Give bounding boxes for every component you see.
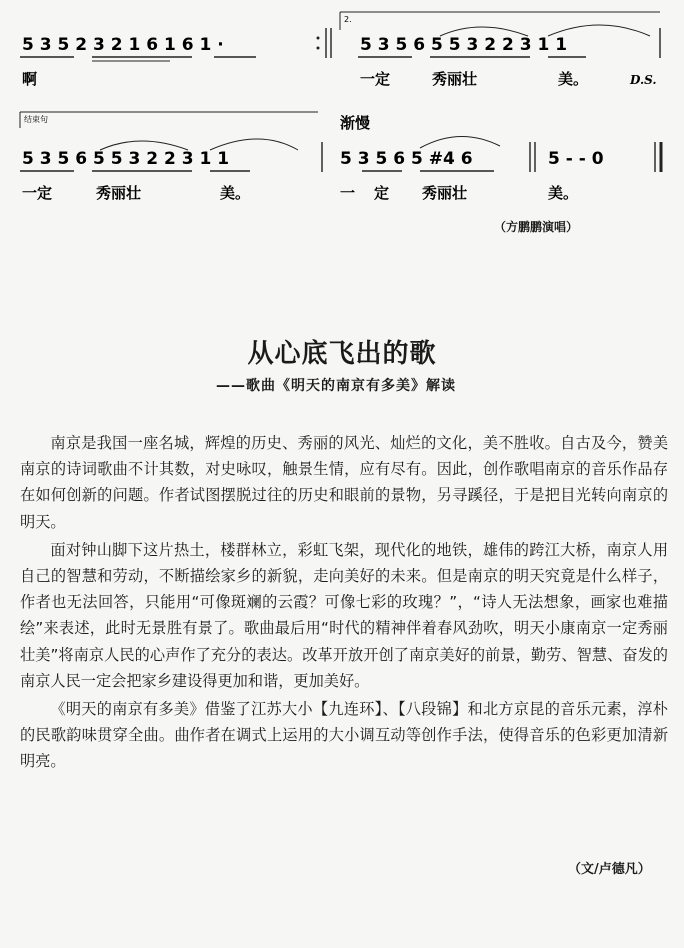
row1-lyric-a: 啊 (22, 70, 38, 88)
paragraph-3: 《明天的南京有多美》借鉴了江苏大小【九连环】、【八段锦】和北方京昆的音乐元素，淳朴的民歌韵味贯穿全曲。曲作者在调式上运用的大小调互动等创作手法，使得音乐的色彩更加清新明亮。 (20, 700, 668, 771)
article-subtitle: ——歌曲《明天的南京有多美》解读 (216, 378, 456, 394)
row1-lyric-b-3: 美。 (558, 70, 589, 88)
row1-notes-b: 5 3 5 6 5 5 3 2 2 3 1 1 (360, 35, 568, 55)
row1-lyric-b-2: 秀丽壮 (432, 70, 478, 88)
article-title: 从心底飞出的歌 (247, 339, 437, 369)
row2-lyric-2: 秀丽壮 (96, 184, 142, 202)
row2-notes-c: 5 - - 0 (548, 149, 604, 169)
article-body (20, 430, 668, 777)
row2-notes-b: 5 3 5 6 5 #4 6 (340, 149, 473, 169)
row1-lyric-b-1: 一定 (360, 70, 391, 88)
score-notation (0, 0, 684, 250)
volta-label: 2. (344, 15, 352, 24)
row1-notes-a: 5 3 5 2 3 2 1 6 1 6 1 · (22, 35, 224, 55)
paragraph-1: 南京是我国一座名城，辉煌的历史、秀丽的风光、灿烂的文化，美不胜收。自古及今，赞美南京的诗词歌曲不计其数，对史咏叹，触景生情，应有尽有。因此，创作歌唱南京的音乐作品存在如何创新的问题。作者试图摆脱过往的历史和眼前的景物，另寻蹊径，于是把目光转向南京的明天。 (20, 434, 668, 531)
ds-mark: D.S. (630, 73, 657, 87)
music-score (0, 0, 684, 250)
row2-notes-a: 5 3 5 6 5 5 3 2 2 3 1 1 (22, 149, 230, 169)
row2-lyric-6: 秀丽壮 (422, 184, 468, 202)
row2-lyric-7: 美。 (548, 184, 579, 202)
author-credit: （文/卢德凡） (568, 862, 651, 877)
row2-lyric-4: 一 (340, 184, 356, 202)
row2-lyric-3: 美。 (220, 184, 251, 202)
ending-label: 结束句 (24, 115, 48, 124)
row2-lyric-5: 定 (374, 184, 390, 202)
tempo-mark: 渐慢 (340, 114, 371, 132)
paragraph-2: 面对钟山脚下这片热土，楼群林立，彩虹飞架，现代化的地铁，雄伟的跨江大桥，南京人用自己的智慧和劳动，不断描绘家乡的新貌，走向美好的未来。但是南京的明天究竟是什么样子，作者也无法回答，只能用“可像斑斓的云霞？可像七彩的玫瑰？”，“诗人无法想象，画家也难描绘”来表述，此时无景胜有景了。歌曲最后用“时代的精神伴着春风劲吹，明天小康南京一定秀丽壮美”将南京人民的心声作了充分的表达。改革开放开创了南京美好的前景，勤劳、智慧、奋发的南京人民一定会把家乡建设得更加和谐，更加美好。 (20, 540, 668, 690)
row2-lyric-1: 一定 (22, 184, 53, 202)
performer-credit: （方鹏鹏演唱） (494, 220, 579, 234)
